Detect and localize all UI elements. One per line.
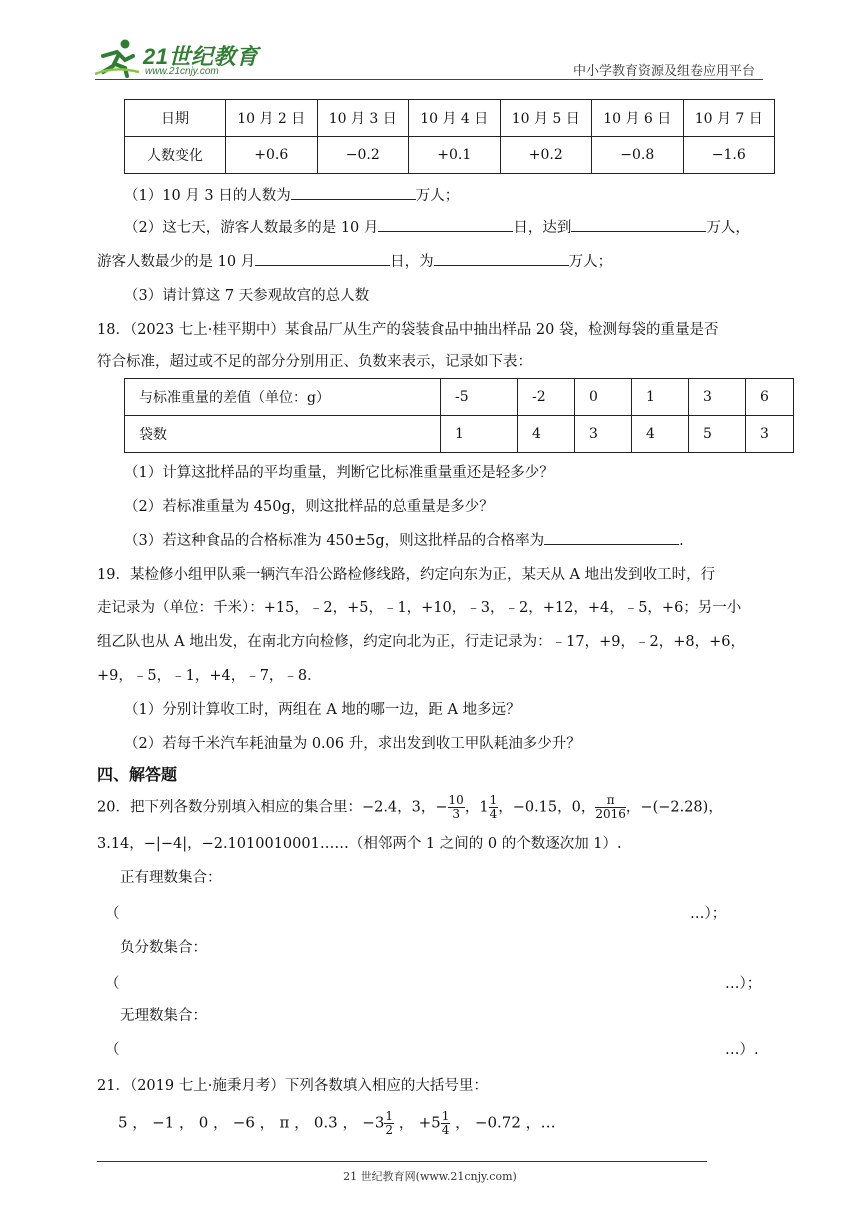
fraction-numerator: 1 [385,1109,394,1123]
table-cell: 5 [689,416,746,453]
comma: ， [398,1113,414,1132]
table-cell: −0.8 [592,137,684,174]
weight-diff-table [124,378,794,453]
q17-part2-text-d: 游客人数最少的是 10 月 [97,254,256,270]
table-cell: 6 [746,379,794,416]
table-cell: 1 [441,416,518,453]
q20-intro: 20．把下列各数分别填入相应的集合里： [97,799,362,816]
fraction-denominator: 4 [489,807,498,821]
answer-blank[interactable] [378,217,513,232]
table-cell: 10 月 4 日 [409,100,501,137]
table-cell: -5 [441,379,518,416]
footer-text: 21 世纪教育网(www.21cnjy.com) [343,1170,517,1183]
q21-numbers-a: 5 ， −1 ， 0 ， −6 ， π ， 0.3 ， [118,1113,358,1132]
table-cell: 4 [518,416,575,453]
table-cell: 0 [575,379,632,416]
fraction [384,1110,394,1137]
q19-stem-line3: 组乙队也从 A 地出发，在南北方向检修，约定向北为正，行走记录为：﹣17，+9，﹣2，+8，+6， [97,634,745,650]
q18-part3-text: （3）若这种食品的合格标准为 450±5g，则这批样品的合格率为 [124,533,545,549]
fraction-numerator: 1 [441,1109,450,1123]
q20-set3-open[interactable]: （ [105,1042,120,1058]
q19-stem-line2: 走记录为（单位：千米）：+15，﹣2，+5，﹣1，+10，﹣3，﹣2，+12，+4，﹣5，+6；另一小 [97,600,742,616]
q19-part1: （1）分别计算收工时，两组在 A 地的哪一边，距 A 地多远？ [124,702,521,718]
q19-stem-line4: +9，﹣5，﹣1，+4，﹣7，﹣8． [97,668,322,684]
answer-blank[interactable] [571,217,706,232]
fraction-denominator: 3 [452,807,460,821]
comma: ， [464,799,480,816]
q18-part1: （1）计算这批样品的平均重量，判断它比标准重量重还是轻多少？ [124,465,554,481]
fraction-denominator: 2016 [595,807,626,821]
q18-part2: （2）若标准重量为 450g，则这批样品的总重量是多少？ [124,499,494,515]
table-cell: 10 月 6 日 [592,100,684,137]
fraction [441,1110,451,1137]
q20-set1-label: 正有理数集合： [120,870,222,886]
q17-part3: （3）请计算这 7 天参观故宫的总人数 [124,288,370,304]
section-heading: 四、解答题 [97,765,178,784]
table-cell: 1 [632,379,689,416]
q17-part2-cont [97,250,612,271]
q19-stem-line1: 19．某检修小组甲队乘一辆汽车沿公路检修线路，约定向东为正，某天从 A 地出发到收工时，行 [97,567,716,583]
table-cell: 10 月 7 日 [683,100,775,137]
q21-numbers-b: ， −0.72 ，… [455,1113,556,1132]
fraction-denominator: 4 [441,1123,450,1137]
fraction [448,794,465,821]
table-row [125,100,775,137]
minus-sign: − [435,799,448,816]
table-cell: 10 月 5 日 [500,100,592,137]
q18-stem-line2: 符合标准，超过或不足的部分分别用正、负数来表示，记录如下表： [97,354,532,370]
table-cell: -2 [518,379,575,416]
q17-part2-text: （2）这七天，游客人数最多的是 10 月 [124,220,379,236]
q20-set2-close: …）； [725,976,762,992]
table-cell: 日期 [125,100,226,137]
answer-blank[interactable] [255,251,390,266]
q17-part2-text-f: 万人； [568,254,613,270]
table-cell: 3 [689,379,746,416]
q20-numbers-a: −2.4，3， [361,799,436,816]
q20-set2-open[interactable]: （ [105,976,120,992]
q20-numbers-b: ，0， [557,799,596,816]
mixed-whole: +5 [418,1113,441,1132]
table-row [125,379,794,416]
fraction [489,794,499,821]
q17-part2 [124,216,750,237]
fraction-numerator: 10 [448,793,464,807]
q21-stem: 21．（2019 七上·施秉月考）下列各数填入相应的大括号里： [97,1078,488,1094]
table-cell: −1.6 [683,137,775,174]
q17-part2-text-c: 万人， [706,220,750,236]
q17-part2-text-b: 日，达到 [513,220,572,236]
table-cell: 3 [575,416,632,453]
header-platform-text: 中小学教育资源及组卷应用平台 [572,64,755,79]
q18-stem-line1: 18．（2023 七上·桂平期中）某食品厂从生产的袋装食品中抽出样品 20 袋，检测每袋的重量是否 [97,322,719,338]
q20-repeating-decimal: ，−0.15 [498,799,558,816]
q20-numbers-c: ，−(−2.28)， [625,799,723,816]
answer-blank[interactable] [291,185,416,200]
fraction-numerator: 1 [489,793,498,807]
table-cell: +0.1 [409,137,501,174]
q17-part1-text: （1）10 月 3 日的人数为 [124,188,291,204]
q21-numbers [118,1110,556,1137]
q17-part1-unit: 万人； [415,188,460,204]
answer-blank[interactable] [434,251,569,266]
q19-part2: （2）若每千米汽车耗油量为 0.06 升，求出发到收工甲队耗油多少升？ [124,736,581,752]
header-divider [95,79,763,80]
table-row [125,137,775,174]
table-cell: 3 [746,416,794,453]
q20-stem-line1 [97,794,723,821]
footer-divider [97,1161,707,1162]
table-cell: +0.6 [226,137,318,174]
q20-set1-close: …）； [690,906,727,922]
q20-set3-close: …）. [725,1042,759,1058]
table-cell: 袋数 [125,416,441,453]
q17-part1 [124,184,459,205]
table-cell: 10 月 2 日 [226,100,318,137]
runner-icon [95,38,141,78]
table-cell: 10 月 3 日 [317,100,409,137]
q20-set3-label: 无理数集合： [120,1008,207,1024]
logo-url: www.21cnjy.com [145,66,219,77]
fraction-numerator: π [595,794,626,808]
table-cell: 与标准重量的差值（单位：g） [125,379,441,416]
q20-set1-open[interactable]: （ [105,906,120,922]
table-cell: −0.2 [317,137,409,174]
q18-part3 [124,529,684,550]
logo-text: 21世纪教育 [143,44,259,69]
q17-part2-text-e: 日，为 [390,254,434,270]
table-cell: +0.2 [500,137,592,174]
table-row [125,416,794,453]
table-cell: 人数变化 [125,137,226,174]
fraction-denominator: 2 [385,1123,394,1137]
fraction [595,794,626,821]
q20-stem-line2: 3.14，−|−4|，−2.1010010001……（相邻两个 1 之间的 0 的个数逐次加 1）. [97,836,622,852]
visitor-change-table [124,99,775,174]
q18-part3-end: . [679,533,684,549]
answer-blank[interactable] [544,530,679,545]
site-logo [95,38,265,80]
q20-set2-label: 负分数集合： [120,940,207,956]
mixed-whole: 1 [479,799,489,816]
table-cell: 4 [632,416,689,453]
mixed-whole: −3 [362,1113,385,1132]
